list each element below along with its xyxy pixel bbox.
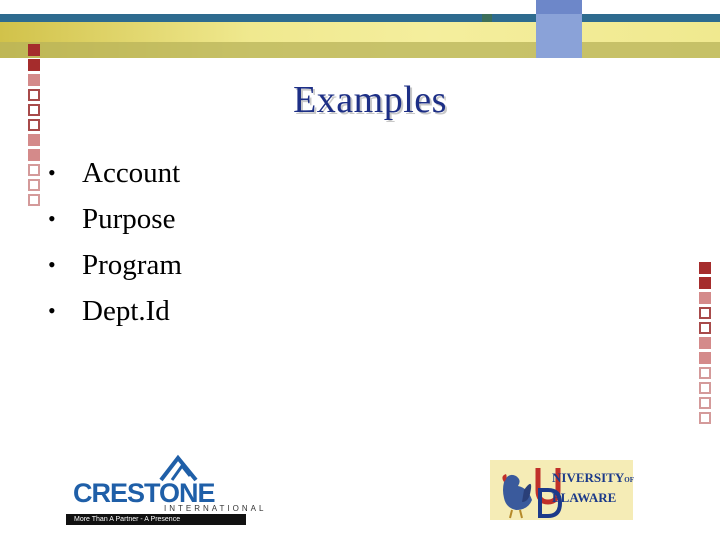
banner-accent-square	[482, 14, 492, 22]
bullet-item	[48, 150, 182, 196]
deco-square	[699, 397, 711, 409]
deco-square	[699, 262, 711, 274]
deco-square	[699, 292, 711, 304]
deco-square	[28, 149, 40, 161]
deco-square	[28, 134, 40, 146]
university-of-delaware-logo	[490, 460, 633, 520]
deco-square	[28, 59, 40, 71]
bullet-item	[48, 242, 182, 288]
deco-square	[699, 337, 711, 349]
ud-of-text: OF	[624, 476, 634, 484]
right-square-column	[699, 262, 711, 424]
left-square-column	[28, 44, 40, 206]
banner-blue-stripe	[0, 14, 720, 22]
deco-square	[699, 382, 711, 394]
bullet-text: Purpose	[82, 203, 176, 235]
ud-university-text: NIVERSITY	[552, 470, 625, 485]
deco-square	[699, 412, 711, 424]
bullet-dot: •	[48, 160, 56, 185]
crestone-wordmark: CRESTONE	[73, 478, 215, 508]
bullet-text: Program	[82, 249, 182, 281]
deco-square	[699, 367, 711, 379]
bullet-text: Dept.Id	[82, 295, 170, 327]
crestone-logo	[66, 454, 267, 526]
bullet-text: Account	[82, 157, 181, 189]
ud-line-1	[552, 470, 634, 486]
slide-title: Examples	[293, 79, 447, 121]
deco-square	[699, 352, 711, 364]
bullet-item	[48, 196, 182, 242]
deco-square	[28, 179, 40, 191]
banner-olive-band	[0, 42, 720, 58]
bullet-dot: •	[48, 298, 56, 323]
crestone-subtitle: INTERNATIONAL	[164, 504, 267, 513]
deco-square	[28, 194, 40, 206]
crestone-tagline: More Than A Partner - A Presence	[66, 514, 246, 525]
bullet-dot: •	[48, 252, 56, 277]
deco-square	[28, 44, 40, 56]
ud-delaware-text: ELAWARE	[552, 490, 617, 505]
deco-square	[28, 164, 40, 176]
deco-square	[699, 277, 711, 289]
bullet-list	[48, 150, 182, 334]
banner-blue-block-top	[536, 0, 582, 14]
deco-square	[699, 322, 711, 334]
bullet-item	[48, 288, 182, 334]
bullet-dot: •	[48, 206, 56, 231]
deco-square	[699, 307, 711, 319]
